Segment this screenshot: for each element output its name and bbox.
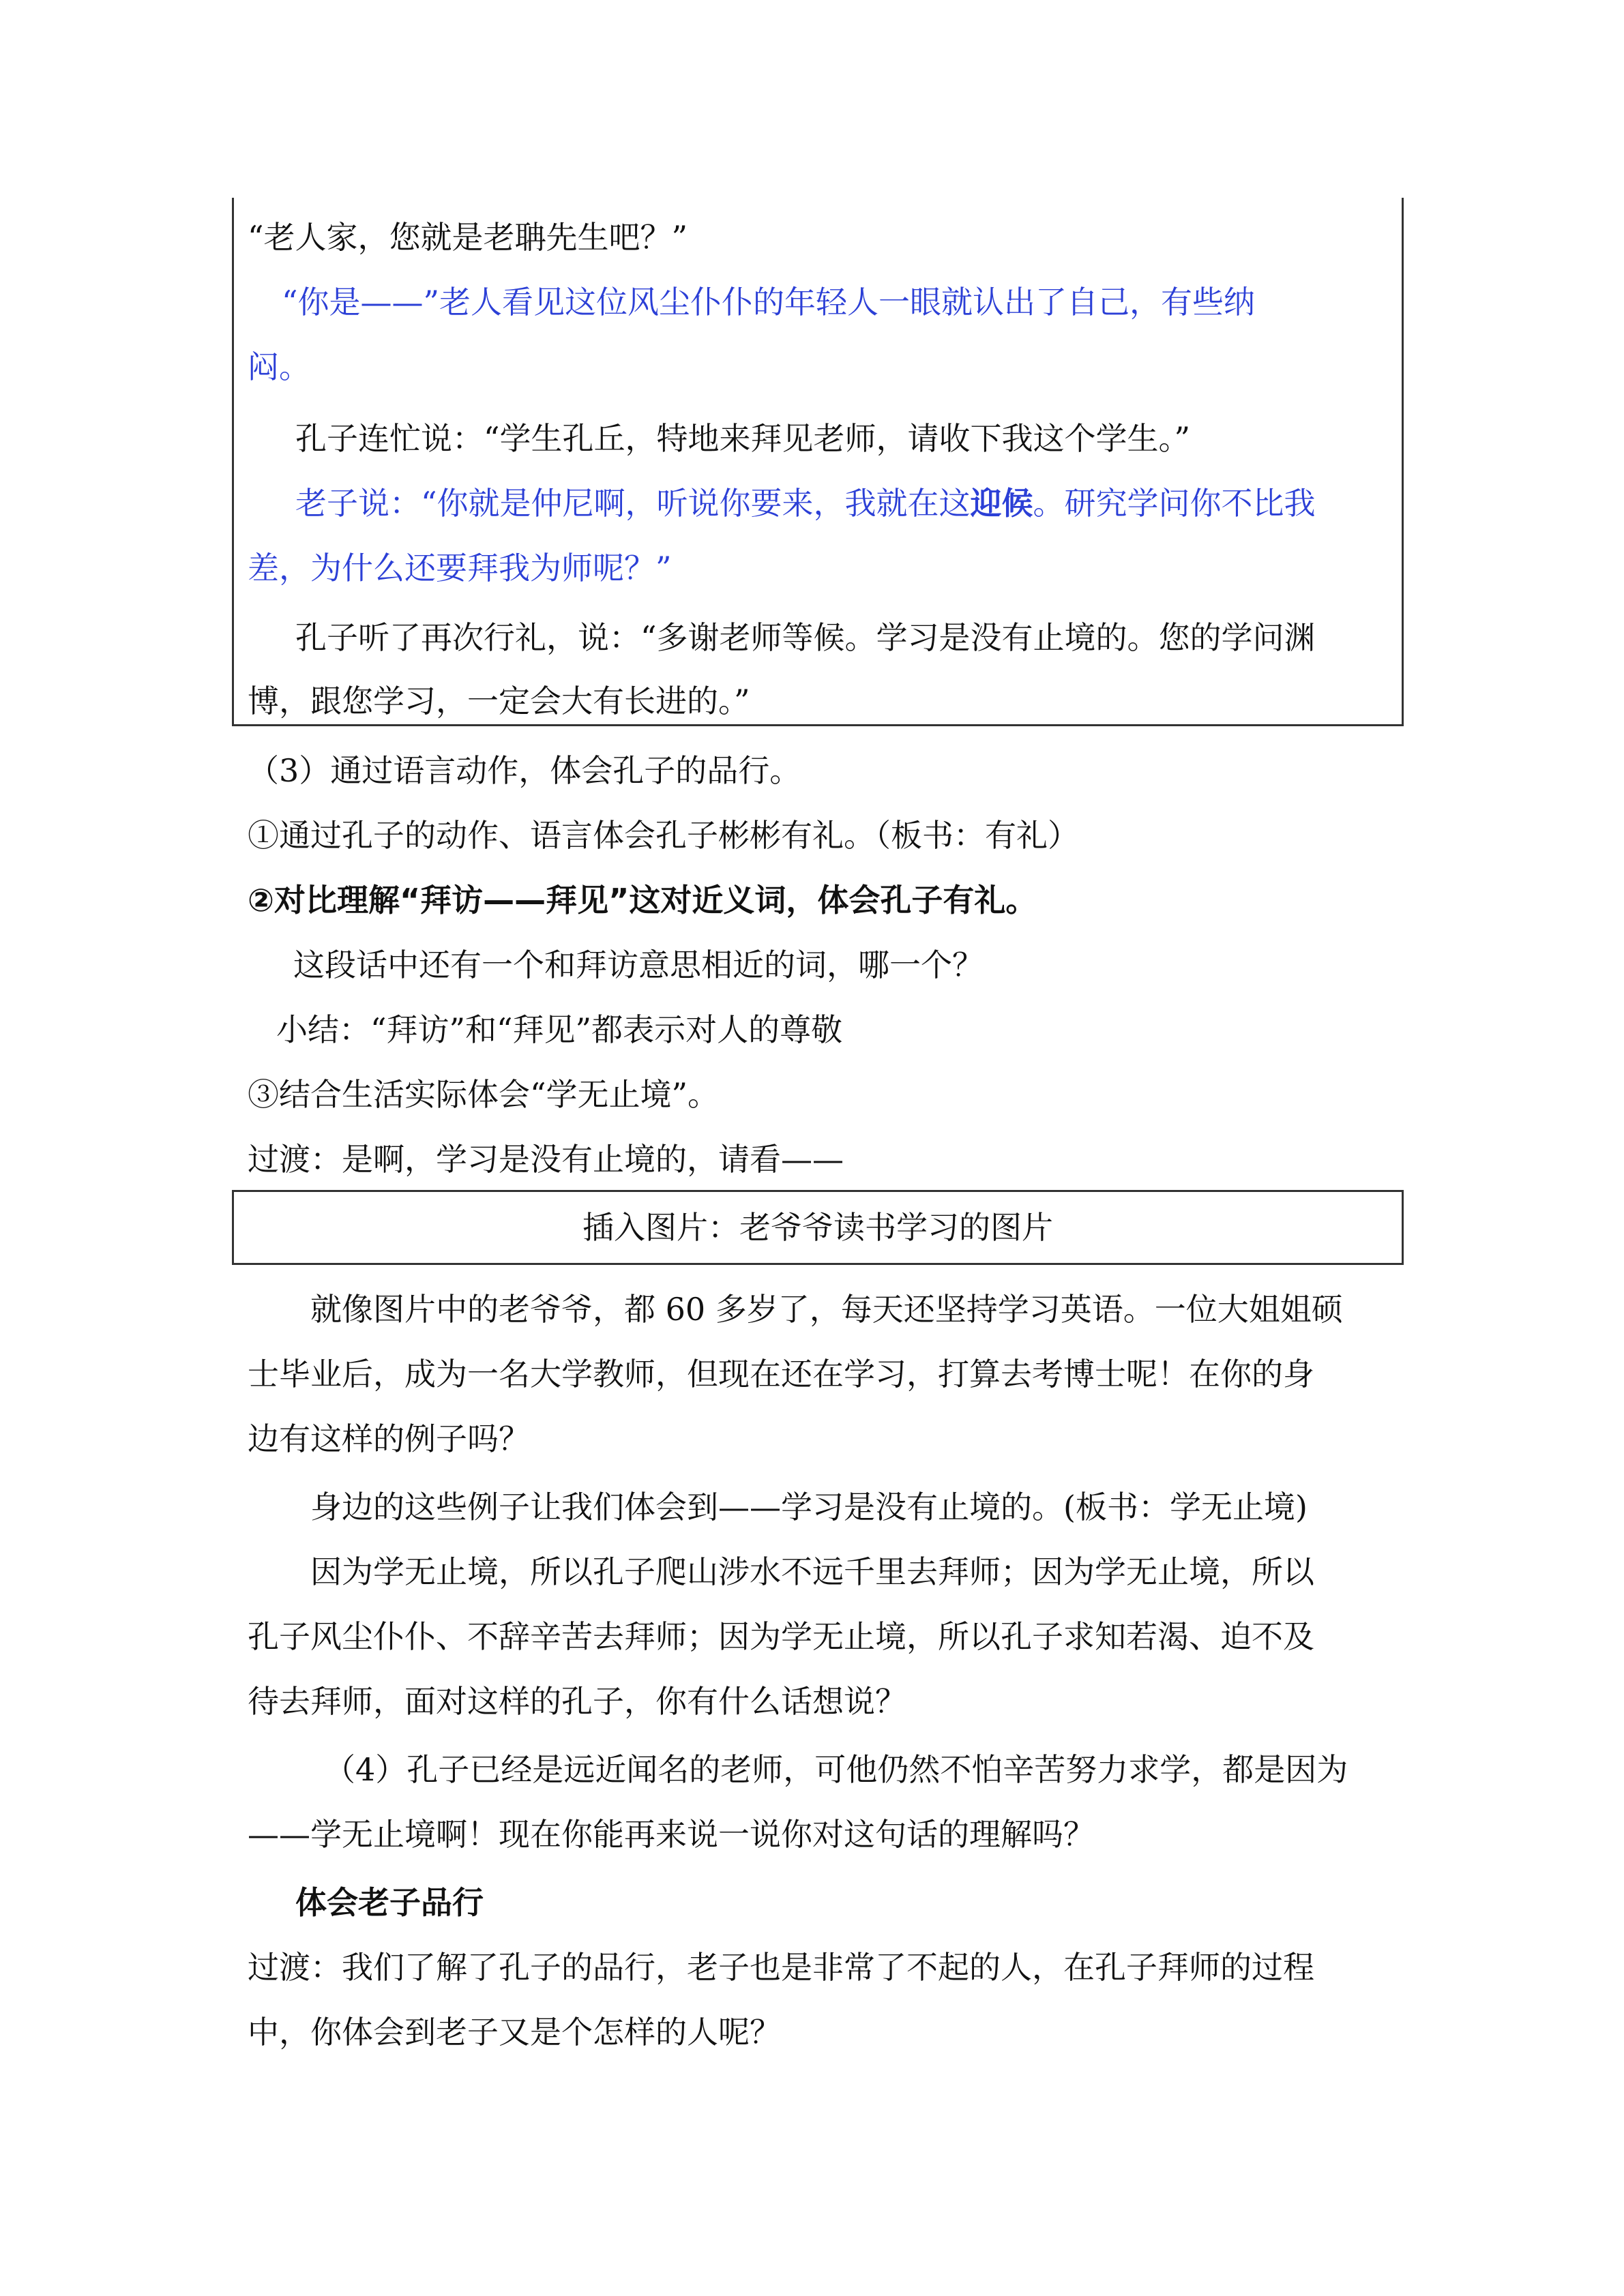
image-placeholder-box xyxy=(232,1190,1404,1265)
paragraph-3-line-3: 待去拜师，面对这样的孔子，你有什么话想说？ xyxy=(248,1683,906,1720)
dialogue-line-3: 闷。 xyxy=(248,348,310,385)
section-3-item-1: ①通过孔子的动作、语言体会孔子彬彬有礼。（板书：有礼） xyxy=(248,817,1079,854)
section-laozi-transition-line-1: 过渡：我们了解了孔子的品行，老子也是非常了不起的人，在孔子拜师的过程 xyxy=(248,1949,1314,1986)
section-3-item-2: ②对比理解“拜访——拜见”这对近义词，体会孔子有礼。 xyxy=(248,882,1037,919)
paragraph-4-line-2: ——学无止境啊！现在你能再来说一说你对这句话的理解吗？ xyxy=(248,1816,1095,1853)
paragraph-2-line-1: 身边的这些例子让我们体会到——学习是没有止境的。(板书：学无止境) xyxy=(310,1489,1308,1525)
paragraph-3-line-2: 孔子风尘仆仆、不辞辛苦去拜师；因为学无止境，所以孔子求知若渴、迫不及 xyxy=(248,1618,1314,1655)
section-3-summary: 小结：“拜访”和“拜见”都表示对人的尊敬 xyxy=(276,1011,843,1048)
paragraph-1-line-3: 边有这样的例子吗？ xyxy=(248,1420,530,1457)
dialogue-line-8: 博，跟您学习，一定会大有长进的。” xyxy=(248,683,750,719)
section-laozi-transition-line-2: 中，你体会到老子又是个怎样的人呢？ xyxy=(248,2014,781,2051)
paragraph-3-line-1: 因为学无止境，所以孔子爬山涉水不远千里去拜师；因为学无止境，所以 xyxy=(310,1553,1314,1590)
dialogue-highlight-word: 迎候 xyxy=(970,485,1033,522)
image-placeholder-label: 插入图片：老爷爷读书学习的图片 xyxy=(582,1209,1053,1246)
dialogue-line-6: 差，为什么还要拜我为师呢？” xyxy=(248,550,672,586)
paragraph-1-line-2: 士毕业后，成为一名大学教师，但现在还在学习，打算去考博士呢！在你的身 xyxy=(248,1356,1314,1392)
section-3-question: 这段话中还有一个和拜访意思相近的词，哪一个？ xyxy=(293,946,984,983)
paragraph-1-line-1: 就像图片中的老爷爷，都 60 多岁了，每天还坚持学习英语。一位大姐姐硕 xyxy=(310,1291,1343,1328)
dialogue-line-5-part-a: 老子说：“你就是仲尼啊，听说你要来，我就在这 xyxy=(295,485,971,522)
dialogue-line-7: 孔子听了再次行礼，说：“多谢老师等候。学习是没有止境的。您的学问渊 xyxy=(295,619,1316,656)
dialogue-line-5-part-c: 。研究学问你不比我 xyxy=(1033,485,1316,522)
dialogue-line-5 xyxy=(295,483,1316,524)
section-3-transition: 过渡：是啊，学习是没有止境的，请看—— xyxy=(248,1141,844,1178)
dialogue-line-4: 孔子连忙说：“学生孔丘，特地来拜见老师，请收下我这个学生。” xyxy=(295,420,1191,457)
section-3-heading: （3）通过语言动作，体会孔子的品行。 xyxy=(248,752,801,789)
section-3-item-3: ③结合生活实际体会“学无止境”。 xyxy=(248,1076,720,1113)
paragraph-4-line-1: （4）孔子已经是远近闻名的老师，可他仍然不怕辛苦努力求学，都是因为 xyxy=(324,1751,1348,1788)
dialogue-line-1: “老人家，您就是老聃先生吧？” xyxy=(248,219,688,256)
section-laozi-heading: 体会老子品行 xyxy=(295,1884,484,1921)
dialogue-line-2: “你是——”老人看见这位风尘仆仆的年轻人一眼就认出了自己，有些纳 xyxy=(282,284,1256,320)
